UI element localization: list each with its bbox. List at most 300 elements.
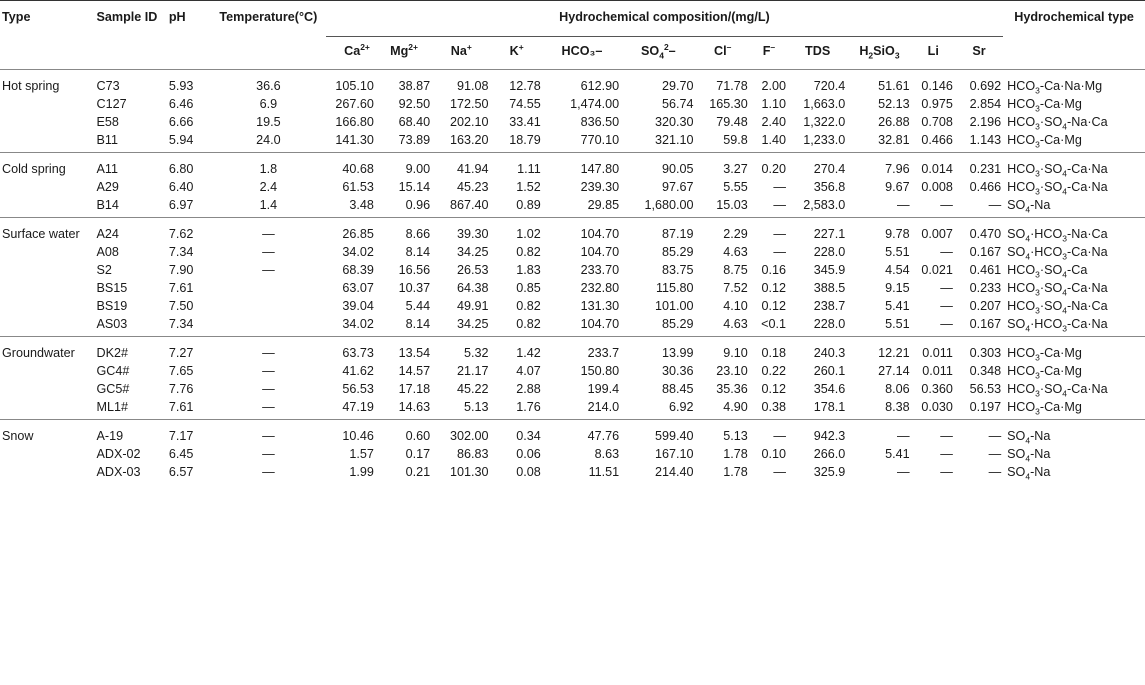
cell-6: 33.41 — [509, 115, 541, 129]
header-temperature: Temperature(°C) — [211, 1, 326, 70]
cell-15: $HCO_3\cdot SO_4-Ca$ — [1007, 263, 1088, 280]
cell-2: 2.4 — [259, 180, 278, 194]
cell-1: 7.27 — [167, 337, 211, 362]
cell-7: 1,474.00 — [570, 97, 620, 111]
cell-4: 38.87 — [376, 70, 432, 95]
cell-3: 10.46 — [326, 420, 376, 445]
cell-0: B14 — [96, 198, 119, 212]
cell-8: 115.80 — [655, 281, 694, 295]
cell-0: C73 — [92, 70, 166, 95]
cell-7: 131.30 — [580, 299, 620, 313]
cell-7: 233.7 — [543, 337, 621, 362]
cell-9: 9.10 — [696, 337, 750, 362]
cell-0: AS03 — [96, 317, 128, 331]
cell-9: 4.63 — [723, 245, 748, 259]
cell-11: 266.0 — [813, 447, 846, 461]
cell-2: — — [211, 218, 326, 243]
cell-10: 2.40 — [761, 115, 786, 129]
cell-8: 1,680.00 — [644, 198, 694, 212]
cell-type — [0, 112, 92, 130]
cell-8: 30.36 — [662, 364, 694, 378]
cell-4: 0.96 — [405, 198, 431, 212]
cell-5: 302.00 — [432, 420, 490, 445]
cell-13: — — [912, 420, 955, 445]
cell-9: 4.10 — [723, 299, 748, 313]
cell-7: 150.80 — [580, 364, 620, 378]
cell-0: ADX-03 — [96, 465, 141, 479]
cell-6: 74.55 — [509, 97, 541, 111]
cell-3: 34.02 — [342, 317, 374, 331]
cell-0: A-19 — [92, 420, 166, 445]
cell-15: $SO_4-Na$ — [1003, 420, 1145, 445]
cell-14: 2.196 — [969, 115, 1002, 129]
cell-3: 41.62 — [342, 364, 374, 378]
cell-10: 2.00 — [750, 70, 788, 95]
cell-10: — — [773, 245, 786, 259]
table-row — [0, 70, 1145, 95]
cell-12: 5.41 — [885, 299, 910, 313]
cell-2: — — [262, 382, 275, 396]
cell-9: 59.8 — [723, 133, 748, 147]
cell-10: — — [773, 180, 786, 194]
cell-9: 5.13 — [696, 420, 750, 445]
cell-0: E58 — [96, 115, 119, 129]
table-row — [0, 94, 1145, 112]
cell-5: 5.32 — [432, 337, 490, 362]
cell-4: 14.57 — [398, 364, 431, 378]
table-row — [0, 130, 1145, 153]
cell-14: — — [955, 420, 1003, 445]
cell-3: 166.80 — [335, 115, 374, 129]
cell-type: Snow — [0, 420, 92, 445]
cell-1: 6.40 — [168, 180, 194, 194]
cell-13: — — [940, 299, 953, 313]
cell-10: 0.12 — [761, 281, 786, 295]
cell-type — [0, 296, 92, 314]
cell-3: 47.19 — [342, 400, 374, 414]
table-row — [0, 361, 1145, 379]
cell-9: 23.10 — [716, 364, 748, 378]
cell-8: 87.19 — [621, 218, 695, 243]
table-row — [0, 177, 1145, 195]
cell-9: 3.27 — [696, 153, 750, 178]
cell-6: 4.07 — [516, 364, 541, 378]
table-body — [0, 70, 1145, 485]
cell-15: $HCO_3\cdot SO_4-Ca\cdot Na$ — [1007, 281, 1108, 298]
cell-14: 0.348 — [969, 364, 1002, 378]
cell-13: 0.466 — [921, 133, 953, 147]
table-row — [0, 242, 1145, 260]
cell-10: 0.12 — [761, 382, 786, 396]
cell-5: 867.40 — [449, 198, 489, 212]
table-row — [0, 153, 1145, 178]
cell-13: 0.030 — [921, 400, 953, 414]
cell-2: 19.5 — [256, 115, 281, 129]
cell-14: 1.143 — [969, 133, 1002, 147]
table-row — [0, 379, 1145, 397]
cell-6: 0.89 — [516, 198, 541, 212]
cell-5: 34.25 — [456, 245, 489, 259]
cell-5: 163.20 — [449, 133, 489, 147]
cell-10: 0.22 — [761, 364, 786, 378]
cell-2 — [211, 314, 326, 337]
cell-0: DK2# — [92, 337, 166, 362]
cell-2: — — [211, 420, 326, 445]
header-k: K+ — [490, 37, 542, 70]
cell-5: 39.30 — [432, 218, 490, 243]
table-row — [0, 218, 1145, 243]
cell-15: $SO_4\cdot HCO_3-Na\cdot Ca$ — [1003, 218, 1145, 243]
cell-3: 26.85 — [326, 218, 376, 243]
cell-9: 1.78 — [723, 465, 748, 479]
cell-9: 8.75 — [723, 263, 748, 277]
header-hco3: HCO₃– — [543, 37, 621, 70]
cell-15: $HCO_3-Ca\cdot Mg$ — [1003, 337, 1145, 362]
cell-15: $HCO_3\cdot SO_4-Ca\cdot Na$ — [1003, 153, 1145, 178]
cell-9: 15.03 — [716, 198, 748, 212]
cell-11: 345.9 — [813, 263, 846, 277]
cell-type — [0, 195, 92, 218]
cell-15: $SO_4\cdot HCO_3-Ca\cdot Na$ — [1007, 245, 1108, 262]
cell-type — [0, 379, 92, 397]
cell-10: <0.1 — [761, 317, 786, 331]
cell-5: 5.13 — [463, 400, 489, 414]
cell-10: — — [750, 420, 788, 445]
cell-2: — — [262, 263, 275, 277]
cell-8: 320.30 — [655, 115, 694, 129]
header-f: F– — [750, 37, 788, 70]
cell-12: 9.78 — [847, 218, 911, 243]
cell-15: $HCO_3\cdot SO_4-Ca\cdot Na$ — [1007, 180, 1108, 197]
cell-5: 26.53 — [456, 263, 489, 277]
cell-1: 7.76 — [168, 382, 194, 396]
cell-7: 104.70 — [580, 317, 620, 331]
cell-8: 90.05 — [621, 153, 695, 178]
cell-type — [0, 242, 92, 260]
header-sample-id: Sample ID — [92, 1, 166, 70]
cell-5: 101.30 — [449, 465, 489, 479]
table-row — [0, 462, 1145, 484]
cell-type — [0, 177, 92, 195]
cell-12: 5.51 — [885, 317, 910, 331]
cell-0: A29 — [96, 180, 119, 194]
cell-1: 7.34 — [168, 317, 194, 331]
cell-1: 7.65 — [168, 364, 194, 378]
cell-3: 105.10 — [326, 70, 376, 95]
cell-9: 35.36 — [716, 382, 748, 396]
cell-2: 24.0 — [256, 133, 281, 147]
cell-1: 6.97 — [168, 198, 194, 212]
cell-4: 9.00 — [376, 153, 432, 178]
cell-3: 267.60 — [335, 97, 374, 111]
cell-7: 47.76 — [543, 420, 621, 445]
cell-1: 7.17 — [167, 420, 211, 445]
cell-10: — — [773, 198, 786, 212]
cell-9: 4.90 — [723, 400, 748, 414]
cell-6: 0.08 — [516, 465, 541, 479]
cell-3: 56.53 — [342, 382, 374, 396]
cell-0: A24 — [92, 218, 166, 243]
header-tds: TDS — [788, 37, 847, 70]
cell-type — [0, 361, 92, 379]
table-header — [0, 1, 1145, 70]
cell-4: 92.50 — [398, 97, 431, 111]
cell-5: 41.94 — [432, 153, 490, 178]
cell-8: 83.75 — [662, 263, 694, 277]
cell-11: 238.7 — [813, 299, 846, 313]
table-row — [0, 444, 1145, 462]
cell-1: 6.57 — [168, 465, 194, 479]
cell-1: 6.46 — [168, 97, 194, 111]
table-row — [0, 420, 1145, 445]
cell-2: — — [262, 364, 275, 378]
cell-3: 61.53 — [342, 180, 374, 194]
cell-1: 7.90 — [168, 263, 194, 277]
cell-6: 0.82 — [516, 299, 541, 313]
cell-7: 147.80 — [543, 153, 621, 178]
cell-15: $HCO_3-Ca\cdot Mg$ — [1007, 400, 1082, 417]
cell-10: 0.38 — [761, 400, 786, 414]
cell-4: 5.44 — [405, 299, 431, 313]
cell-7: 104.70 — [543, 218, 621, 243]
cell-13: 0.021 — [921, 263, 953, 277]
cell-14: 0.692 — [955, 70, 1003, 95]
cell-15: $SO_4\cdot HCO_3-Ca\cdot Na$ — [1007, 317, 1108, 334]
cell-6: 1.52 — [516, 180, 541, 194]
cell-14: 0.233 — [969, 281, 1002, 295]
cell-12: 7.96 — [847, 153, 911, 178]
header-mg: $Mg^{2+}$ — [376, 37, 432, 70]
cell-11: 240.3 — [788, 337, 847, 362]
cell-14: 0.461 — [969, 263, 1002, 277]
cell-3: 40.68 — [326, 153, 376, 178]
cell-type — [0, 130, 92, 153]
cell-7: 612.90 — [543, 70, 621, 95]
cell-13: 0.360 — [921, 382, 953, 396]
cell-13: 0.011 — [922, 364, 953, 378]
cell-2: — — [262, 400, 275, 414]
cell-15: $HCO_3-Ca\cdot Mg$ — [1007, 364, 1082, 381]
cell-11: 228.0 — [813, 317, 846, 331]
cell-12: — — [847, 420, 911, 445]
cell-12: 9.15 — [885, 281, 910, 295]
cell-8: 56.74 — [662, 97, 694, 111]
cell-1: 7.34 — [168, 245, 194, 259]
header-hydrochemical-type: Hydrochemical type — [1003, 1, 1145, 70]
table-row — [0, 337, 1145, 362]
cell-11: 2,583.0 — [803, 198, 846, 212]
cell-12: — — [897, 465, 910, 479]
cell-12: 4.54 — [885, 263, 910, 277]
header-type: Type — [0, 1, 92, 70]
cell-14: 0.207 — [969, 299, 1002, 313]
cell-2: 36.6 — [211, 70, 326, 95]
cell-12: 8.06 — [885, 382, 910, 396]
cell-12: 12.21 — [847, 337, 911, 362]
cell-6: 0.85 — [516, 281, 541, 295]
cell-type — [0, 462, 92, 484]
cell-14: 0.470 — [955, 218, 1003, 243]
cell-4: 14.63 — [398, 400, 431, 414]
cell-1: 7.61 — [168, 400, 194, 414]
cell-15: $HCO_3-Ca\cdot Mg$ — [1007, 97, 1082, 114]
header-li: Li — [912, 37, 955, 70]
cell-4: 8.66 — [376, 218, 432, 243]
cell-4: 10.37 — [398, 281, 431, 295]
cell-11: 942.3 — [788, 420, 847, 445]
cell-11: 270.4 — [788, 153, 847, 178]
cell-0: A08 — [96, 245, 119, 259]
cell-15: $SO_4-Na$ — [1007, 447, 1051, 464]
cell-11: 260.1 — [813, 364, 846, 378]
cell-9: 2.29 — [696, 218, 750, 243]
cell-9: 71.78 — [696, 70, 750, 95]
cell-13: 0.007 — [912, 218, 955, 243]
cell-7: 233.70 — [580, 263, 620, 277]
cell-6: 12.78 — [490, 70, 542, 95]
cell-5: 34.25 — [456, 317, 489, 331]
cell-2: — — [211, 337, 326, 362]
cell-1: 6.45 — [168, 447, 194, 461]
cell-9: 1.78 — [723, 447, 748, 461]
cell-1: 7.50 — [168, 299, 194, 313]
cell-5: 49.91 — [456, 299, 489, 313]
cell-7: 239.30 — [580, 180, 620, 194]
cell-15: $HCO_3-Ca\cdot Mg$ — [1007, 133, 1082, 150]
header-ca: $Ca^{2+}$ — [326, 37, 376, 70]
cell-type — [0, 278, 92, 296]
cell-13: — — [940, 465, 953, 479]
cell-7: 199.4 — [587, 382, 620, 396]
cell-12: 5.51 — [885, 245, 910, 259]
cell-13: 0.011 — [912, 337, 955, 362]
cell-3: 63.07 — [342, 281, 374, 295]
cell-6: 0.82 — [516, 245, 541, 259]
header-cl: Cl– — [696, 37, 750, 70]
cell-2: — — [262, 245, 275, 259]
cell-1: 5.93 — [167, 70, 211, 95]
cell-7: 770.10 — [580, 133, 620, 147]
table-row — [0, 278, 1145, 296]
cell-12: 32.81 — [878, 133, 910, 147]
cell-6: 1.11 — [490, 153, 542, 178]
table-row — [0, 314, 1145, 337]
cell-4: 8.14 — [405, 317, 431, 331]
cell-6: 18.79 — [509, 133, 541, 147]
cell-3: 1.99 — [349, 465, 374, 479]
cell-type — [0, 314, 92, 337]
cell-type: Surface water — [0, 218, 92, 243]
cell-8: 97.67 — [662, 180, 694, 194]
cell-1: 6.80 — [167, 153, 211, 178]
table-row — [0, 260, 1145, 278]
cell-14: — — [988, 198, 1002, 212]
cell-4: 16.56 — [398, 263, 431, 277]
cell-4: 0.21 — [405, 465, 431, 479]
cell-8: 29.70 — [621, 70, 695, 95]
cell-13: — — [940, 317, 953, 331]
cell-9: 4.63 — [723, 317, 748, 331]
table-row — [0, 195, 1145, 218]
cell-13: 0.014 — [912, 153, 955, 178]
cell-9: 79.48 — [716, 115, 748, 129]
cell-7: 11.51 — [588, 465, 620, 479]
cell-2: 1.8 — [211, 153, 326, 178]
cell-4: 15.14 — [398, 180, 431, 194]
cell-12: — — [897, 198, 910, 212]
cell-14: 0.303 — [955, 337, 1003, 362]
cell-4: 17.18 — [398, 382, 431, 396]
cell-0: A11 — [92, 153, 166, 178]
cell-15: $HCO_3\cdot SO_4-Na\cdot Ca$ — [1007, 299, 1108, 316]
cell-1: 5.94 — [168, 133, 194, 147]
cell-6: 0.06 — [516, 447, 541, 461]
cell-0: GC5# — [96, 382, 130, 396]
cell-11: 1,663.0 — [803, 97, 846, 111]
cell-10: 0.20 — [750, 153, 788, 178]
cell-13: 0.975 — [921, 97, 953, 111]
cell-14: 0.231 — [955, 153, 1003, 178]
cell-5: 202.10 — [449, 115, 489, 129]
cell-7: 836.50 — [580, 115, 620, 129]
cell-0: GC4# — [96, 364, 130, 378]
cell-2: — — [262, 465, 275, 479]
cell-15: $HCO_3\cdot SO_4-Ca\cdot Na$ — [1007, 382, 1108, 399]
cell-8: 88.45 — [662, 382, 694, 396]
cell-0: S2 — [96, 263, 112, 277]
cell-10: 0.16 — [761, 263, 786, 277]
cell-4: 0.60 — [376, 420, 432, 445]
cell-15: $HCO_3-Ca\cdot Na\cdot Mg$ — [1003, 70, 1145, 95]
cell-5: 45.22 — [456, 382, 489, 396]
cell-1: 6.66 — [168, 115, 194, 129]
cell-8: 167.10 — [655, 447, 694, 461]
cell-13: — — [940, 245, 953, 259]
cell-11: 325.9 — [813, 465, 846, 479]
cell-8: 101.00 — [655, 299, 694, 313]
cell-10: 0.10 — [761, 447, 786, 461]
cell-1: 7.61 — [168, 281, 194, 295]
cell-2 — [211, 296, 326, 314]
cell-7: 232.80 — [580, 281, 620, 295]
cell-14: 0.466 — [969, 180, 1002, 194]
cell-type: Hot spring — [0, 70, 92, 95]
cell-10: — — [750, 218, 788, 243]
cell-15: $SO_4-Na$ — [1007, 465, 1051, 482]
cell-7: 29.85 — [587, 198, 620, 212]
cell-3: 68.39 — [342, 263, 374, 277]
cell-12: 9.67 — [885, 180, 910, 194]
cell-11: 228.0 — [813, 245, 846, 259]
cell-8: 214.40 — [655, 465, 694, 479]
cell-3: 63.73 — [326, 337, 376, 362]
cell-15: $HCO_3\cdot SO_4-Na\cdot Ca$ — [1007, 115, 1108, 132]
cell-5: 64.38 — [456, 281, 489, 295]
cell-3: 39.04 — [342, 299, 374, 313]
cell-8: 13.99 — [621, 337, 695, 362]
cell-14: 56.53 — [969, 382, 1002, 396]
cell-type — [0, 94, 92, 112]
cell-0: ADX-02 — [96, 447, 141, 461]
cell-11: 1,322.0 — [803, 115, 846, 129]
cell-6: 1.76 — [516, 400, 541, 414]
cell-14: — — [988, 447, 1002, 461]
header-sr: Sr — [955, 37, 1003, 70]
cell-2: 6.9 — [259, 97, 278, 111]
cell-0: ML1# — [96, 400, 128, 414]
cell-8: 599.40 — [621, 420, 695, 445]
header-composition: Hydrochemical composition/(mg/L) — [326, 1, 1004, 37]
